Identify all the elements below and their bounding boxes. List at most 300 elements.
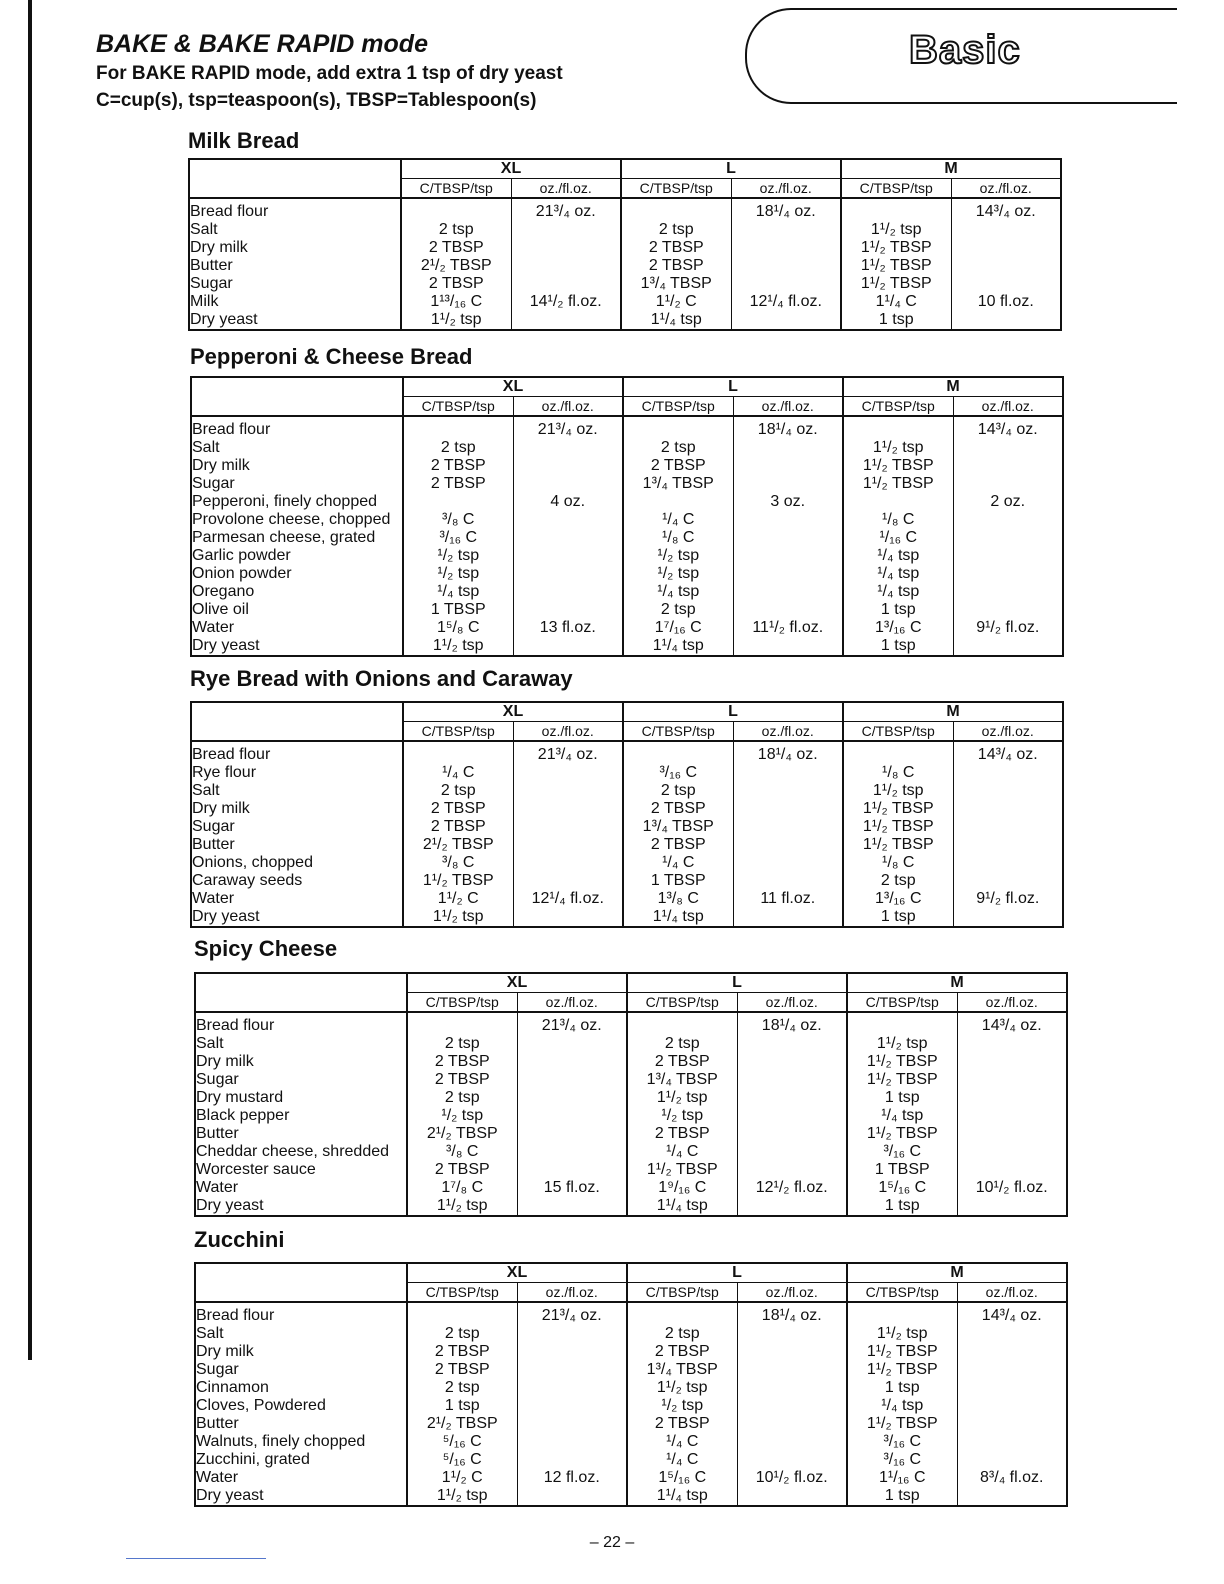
ingredient-row: [191, 619, 1063, 637]
weight-amount: [517, 1089, 627, 1107]
ingredient-name: Salt: [195, 1325, 407, 1343]
weight-amount: [737, 1487, 847, 1506]
volume-amount: 2 TBSP: [627, 1053, 737, 1071]
ingredient-name: Dry yeast: [195, 1197, 407, 1216]
volume-amount: 2 TBSP: [401, 275, 511, 293]
weight-amount: [517, 1143, 627, 1161]
volume-amount: 1 tsp: [841, 311, 951, 330]
ingredient-row: [195, 1469, 1067, 1487]
volume-amount: ³/₁₆ C: [403, 529, 513, 547]
weight-amount: [513, 800, 623, 818]
ingredient-row: [189, 275, 1061, 293]
weight-amount: [513, 457, 623, 475]
volume-amount: 2 TBSP: [403, 475, 513, 493]
size-header-m: M: [841, 159, 1061, 179]
unit-header-volume: C/TBSP/tsp: [623, 722, 733, 742]
weight-amount: [511, 239, 621, 257]
ingredient-name: Dry milk: [189, 239, 401, 257]
units-note: C=cup(s), tsp=teaspoon(s), TBSP=Tablespoon(s): [96, 90, 537, 111]
weight-amount: 12¹/₄ fl.oz.: [513, 890, 623, 908]
volume-amount: [403, 493, 513, 511]
weight-amount: [957, 1053, 1067, 1071]
volume-amount: ¹/₂ tsp: [403, 547, 513, 565]
weight-amount: [731, 275, 841, 293]
volume-amount: ¹/₂ tsp: [403, 565, 513, 583]
ingredient-row: [191, 908, 1063, 927]
ingredient-name: Butter: [189, 257, 401, 275]
ingredient-name: Dry milk: [195, 1053, 407, 1071]
weight-amount: 13 fl.oz.: [513, 619, 623, 637]
weight-amount: 21³/₄ oz.: [511, 198, 621, 221]
volume-amount: [623, 416, 733, 439]
header-corner-low: [191, 397, 403, 417]
unit-header-weight: oz./fl.oz.: [737, 1283, 847, 1303]
volume-amount: 1 TBSP: [403, 601, 513, 619]
size-header-row: [191, 702, 1063, 722]
ingredient-row: [191, 890, 1063, 908]
ingredient-row: [191, 439, 1063, 457]
weight-amount: [513, 601, 623, 619]
weight-amount: [737, 1089, 847, 1107]
weight-amount: [513, 872, 623, 890]
volume-amount: [621, 198, 731, 221]
weight-amount: [511, 311, 621, 330]
size-header-m: M: [847, 1263, 1067, 1283]
size-header-m: M: [847, 973, 1067, 993]
ingredient-name: Dry milk: [195, 1343, 407, 1361]
size-header-row: [195, 1263, 1067, 1283]
unit-header-row: [191, 722, 1063, 742]
ingredient-row: [195, 1397, 1067, 1415]
volume-amount: 2 TBSP: [623, 800, 733, 818]
ingredient-row: [195, 1451, 1067, 1469]
weight-amount: [951, 257, 1061, 275]
volume-amount: ¹/₄ C: [627, 1143, 737, 1161]
volume-amount: 1 tsp: [843, 637, 953, 656]
unit-header-weight: oz./fl.oz.: [513, 397, 623, 417]
weight-amount: [513, 439, 623, 457]
volume-amount: ¹/₄ tsp: [847, 1397, 957, 1415]
volume-amount: 2 tsp: [623, 782, 733, 800]
volume-amount: 2 TBSP: [627, 1415, 737, 1433]
ingredient-name: Olive oil: [191, 601, 403, 619]
footer-link-line: [126, 1558, 266, 1559]
unit-header-weight: oz./fl.oz.: [733, 722, 843, 742]
volume-amount: 1¹/₂ tsp: [627, 1379, 737, 1397]
volume-amount: 1¹/₂ tsp: [841, 221, 951, 239]
ingredient-row: [195, 1089, 1067, 1107]
volume-amount: 1¹/₂ TBSP: [843, 457, 953, 475]
ingredient-name: Salt: [195, 1035, 407, 1053]
weight-amount: 18¹/₄ oz.: [737, 1012, 847, 1035]
weight-amount: [517, 1451, 627, 1469]
weight-amount: [953, 818, 1063, 836]
weight-amount: 9¹/₂ fl.oz.: [953, 619, 1063, 637]
weight-amount: 9¹/₂ fl.oz.: [953, 890, 1063, 908]
weight-amount: [953, 439, 1063, 457]
weight-amount: [737, 1361, 847, 1379]
weight-amount: [731, 311, 841, 330]
weight-amount: [517, 1397, 627, 1415]
weight-amount: [951, 311, 1061, 330]
weight-amount: [517, 1107, 627, 1125]
volume-amount: 1¹/₄ C: [841, 293, 951, 311]
mode-title: BAKE & BAKE RAPID mode: [96, 30, 428, 58]
volume-amount: 1¹/₂ TBSP: [627, 1161, 737, 1179]
volume-amount: 1 tsp: [847, 1089, 957, 1107]
ingredient-row: [195, 1179, 1067, 1197]
volume-amount: 1³/₄ TBSP: [627, 1361, 737, 1379]
volume-amount: 1 TBSP: [623, 872, 733, 890]
size-header-xl: XL: [407, 973, 627, 993]
volume-amount: 2 tsp: [627, 1325, 737, 1343]
weight-amount: [737, 1325, 847, 1343]
ingredient-row: [195, 1361, 1067, 1379]
ingredient-row: [195, 1487, 1067, 1506]
volume-amount: 2 TBSP: [621, 239, 731, 257]
weight-amount: [737, 1197, 847, 1216]
ingredient-row: [195, 1012, 1067, 1035]
volume-amount: ¹/₄ C: [403, 764, 513, 782]
weight-amount: [951, 239, 1061, 257]
weight-amount: [733, 637, 843, 656]
volume-amount: 2 tsp: [627, 1035, 737, 1053]
volume-amount: 1¹/₂ TBSP: [847, 1125, 957, 1143]
weight-amount: [957, 1089, 1067, 1107]
volume-amount: ³/₁₆ C: [623, 764, 733, 782]
weight-amount: [957, 1143, 1067, 1161]
volume-amount: 1³/₁₆ C: [843, 619, 953, 637]
ingredient-row: [189, 239, 1061, 257]
size-header-xl: XL: [403, 702, 623, 722]
weight-amount: [737, 1053, 847, 1071]
ingredient-name: Water: [191, 619, 403, 637]
volume-amount: 2 TBSP: [407, 1161, 517, 1179]
weight-amount: [957, 1361, 1067, 1379]
header-corner: [191, 377, 403, 397]
volume-amount: 2 tsp: [623, 439, 733, 457]
ingredient-row: [189, 198, 1061, 221]
weight-amount: [957, 1397, 1067, 1415]
weight-amount: 12¹/₂ fl.oz.: [737, 1179, 847, 1197]
weight-amount: [733, 764, 843, 782]
volume-amount: 1⁵/₈ C: [403, 619, 513, 637]
volume-amount: 1¹/₄ tsp: [623, 637, 733, 656]
volume-amount: 1¹/₂ TBSP: [843, 800, 953, 818]
weight-amount: [517, 1197, 627, 1216]
ingredient-name: Salt: [191, 782, 403, 800]
weight-amount: [513, 854, 623, 872]
volume-amount: ¹/₂ tsp: [627, 1397, 737, 1415]
ingredient-name: Cinnamon: [195, 1379, 407, 1397]
weight-amount: 11 fl.oz.: [733, 890, 843, 908]
rapid-note: For BAKE RAPID mode, add extra 1 tsp of dry yeast: [96, 63, 563, 84]
weight-amount: [513, 782, 623, 800]
volume-amount: 1¹/₂ TBSP: [843, 836, 953, 854]
ingredient-row: [189, 293, 1061, 311]
ingredient-row: [191, 547, 1063, 565]
ingredient-name: Bread flour: [191, 741, 403, 764]
weight-amount: [733, 854, 843, 872]
volume-amount: 1¹/₂ TBSP: [841, 275, 951, 293]
volume-amount: 2 TBSP: [407, 1071, 517, 1089]
ingredient-row: [191, 601, 1063, 619]
weight-amount: [513, 818, 623, 836]
weight-amount: [513, 475, 623, 493]
weight-amount: [957, 1415, 1067, 1433]
recipe-table: [190, 701, 1064, 928]
weight-amount: [513, 547, 623, 565]
ingredient-name: Dry mustard: [195, 1089, 407, 1107]
ingredient-name: Bread flour: [195, 1012, 407, 1035]
weight-amount: [737, 1451, 847, 1469]
weight-amount: [511, 221, 621, 239]
ingredient-row: [191, 416, 1063, 439]
volume-amount: ³/₁₆ C: [847, 1143, 957, 1161]
weight-amount: [733, 475, 843, 493]
weight-amount: 18¹/₄ oz.: [733, 416, 843, 439]
weight-amount: 14³/₄ oz.: [953, 741, 1063, 764]
ingredient-name: Bread flour: [189, 198, 401, 221]
weight-amount: [733, 601, 843, 619]
size-header-l: L: [627, 1263, 847, 1283]
volume-amount: 2 tsp: [403, 782, 513, 800]
size-header-m: M: [843, 702, 1063, 722]
weight-amount: [513, 583, 623, 601]
weight-amount: [957, 1107, 1067, 1125]
weight-amount: [957, 1197, 1067, 1216]
weight-amount: [737, 1397, 847, 1415]
volume-amount: 1¹/₂ tsp: [847, 1325, 957, 1343]
volume-amount: 2 tsp: [403, 439, 513, 457]
weight-amount: [737, 1125, 847, 1143]
volume-amount: 1³/₄ TBSP: [621, 275, 731, 293]
volume-amount: 1¹/₂ tsp: [403, 637, 513, 656]
weight-amount: [731, 239, 841, 257]
ingredient-row: [195, 1143, 1067, 1161]
weight-amount: [737, 1161, 847, 1179]
weight-amount: [733, 439, 843, 457]
ingredient-name: Milk: [189, 293, 401, 311]
weight-amount: [737, 1071, 847, 1089]
ingredient-name: Cheddar cheese, shredded: [195, 1143, 407, 1161]
ingredient-row: [191, 741, 1063, 764]
left-margin-bar: [28, 0, 32, 1360]
section-tab: [745, 8, 1177, 104]
weight-amount: 14³/₄ oz.: [957, 1012, 1067, 1035]
header-corner-low: [195, 1283, 407, 1303]
ingredient-name: Pepperoni, finely chopped: [191, 493, 403, 511]
volume-amount: 1¹/₂ TBSP: [847, 1361, 957, 1379]
volume-amount: [407, 1302, 517, 1325]
ingredient-row: [191, 565, 1063, 583]
unit-header-volume: C/TBSP/tsp: [847, 1283, 957, 1303]
weight-amount: [733, 836, 843, 854]
weight-amount: [733, 872, 843, 890]
volume-amount: 1¹/₂ TBSP: [847, 1343, 957, 1361]
volume-amount: ¹/₄ tsp: [843, 547, 953, 565]
unit-header-volume: C/TBSP/tsp: [403, 722, 513, 742]
ingredient-row: [195, 1197, 1067, 1216]
ingredient-name: Oregano: [191, 583, 403, 601]
ingredient-row: [191, 818, 1063, 836]
tab-underline: [808, 102, 1164, 103]
volume-amount: [403, 741, 513, 764]
weight-amount: [513, 565, 623, 583]
header-corner-low: [191, 722, 403, 742]
weight-amount: [517, 1053, 627, 1071]
unit-header-weight: oz./fl.oz.: [737, 993, 847, 1013]
unit-header-volume: C/TBSP/tsp: [401, 179, 511, 199]
recipe-table: [190, 376, 1064, 657]
unit-header-volume: C/TBSP/tsp: [407, 1283, 517, 1303]
ingredient-row: [189, 221, 1061, 239]
volume-amount: 1¹/₂ tsp: [407, 1487, 517, 1506]
volume-amount: 1 tsp: [847, 1197, 957, 1216]
weight-amount: [517, 1161, 627, 1179]
ingredient-row: [195, 1433, 1067, 1451]
size-header-xl: XL: [401, 159, 621, 179]
weight-amount: [957, 1451, 1067, 1469]
weight-amount: [511, 257, 621, 275]
weight-amount: [517, 1433, 627, 1451]
volume-amount: 1 tsp: [407, 1397, 517, 1415]
unit-header-weight: oz./fl.oz.: [517, 993, 627, 1013]
volume-amount: [623, 493, 733, 511]
ingredient-name: Cloves, Powdered: [195, 1397, 407, 1415]
weight-amount: [953, 782, 1063, 800]
volume-amount: [401, 198, 511, 221]
volume-amount: 1⁷/₁₆ C: [623, 619, 733, 637]
volume-amount: 1⁷/₈ C: [407, 1179, 517, 1197]
ingredient-name: Sugar: [191, 818, 403, 836]
volume-amount: 2 tsp: [843, 872, 953, 890]
volume-amount: 2 TBSP: [623, 836, 733, 854]
volume-amount: ¹/₄ C: [623, 511, 733, 529]
weight-amount: 12 fl.oz.: [517, 1469, 627, 1487]
volume-amount: [847, 1302, 957, 1325]
size-header-row: [189, 159, 1061, 179]
header-corner: [189, 159, 401, 179]
unit-header-weight: oz./fl.oz.: [957, 1283, 1067, 1303]
volume-amount: 2 TBSP: [403, 457, 513, 475]
volume-amount: 1¹/₂ C: [407, 1469, 517, 1487]
weight-amount: [513, 764, 623, 782]
recipe-table: [194, 1262, 1068, 1507]
weight-amount: 21³/₄ oz.: [517, 1012, 627, 1035]
volume-amount: 2¹/₂ TBSP: [407, 1415, 517, 1433]
volume-amount: 1¹/₂ tsp: [627, 1089, 737, 1107]
weight-amount: [953, 511, 1063, 529]
weight-amount: [517, 1415, 627, 1433]
weight-amount: [953, 457, 1063, 475]
recipe-title: Zucchini: [194, 1227, 285, 1252]
volume-amount: 1¹/₄ tsp: [623, 908, 733, 927]
size-header-l: L: [627, 973, 847, 993]
volume-amount: 2 tsp: [407, 1379, 517, 1397]
volume-amount: ¹/₂ tsp: [407, 1107, 517, 1125]
volume-amount: 1³/₄ TBSP: [623, 818, 733, 836]
header-corner: [195, 973, 407, 993]
ingredient-row: [191, 457, 1063, 475]
weight-amount: [953, 854, 1063, 872]
volume-amount: 1 tsp: [843, 908, 953, 927]
weight-amount: 21³/₄ oz.: [513, 741, 623, 764]
weight-amount: [733, 511, 843, 529]
weight-amount: 14³/₄ oz.: [957, 1302, 1067, 1325]
volume-amount: ¹/₈ C: [843, 854, 953, 872]
volume-amount: ⁵/₁₆ C: [407, 1433, 517, 1451]
weight-amount: [953, 547, 1063, 565]
volume-amount: 1¹/₂ tsp: [407, 1197, 517, 1216]
header-corner-low: [189, 179, 401, 199]
volume-amount: 2 TBSP: [627, 1125, 737, 1143]
volume-amount: 1⁹/₁₆ C: [627, 1179, 737, 1197]
volume-amount: ¹/₄ tsp: [843, 565, 953, 583]
weight-amount: [517, 1071, 627, 1089]
volume-amount: ¹/₄ C: [627, 1433, 737, 1451]
ingredient-name: Dry yeast: [191, 908, 403, 927]
weight-amount: [733, 457, 843, 475]
volume-amount: [623, 741, 733, 764]
volume-amount: 1¹/₂ tsp: [847, 1035, 957, 1053]
recipe-title: Rye Bread with Onions and Caraway: [190, 666, 573, 691]
ingredient-row: [195, 1107, 1067, 1125]
weight-amount: [733, 529, 843, 547]
weight-amount: 14³/₄ oz.: [953, 416, 1063, 439]
ingredient-name: Rye flour: [191, 764, 403, 782]
ingredient-row: [191, 836, 1063, 854]
volume-amount: 1¹/₂ tsp: [843, 782, 953, 800]
volume-amount: [843, 416, 953, 439]
volume-amount: 1³/₄ TBSP: [627, 1071, 737, 1089]
weight-amount: [517, 1125, 627, 1143]
volume-amount: [843, 741, 953, 764]
weight-amount: 8³/₄ fl.oz.: [957, 1469, 1067, 1487]
unit-header-volume: C/TBSP/tsp: [407, 993, 517, 1013]
volume-amount: 1¹/₂ tsp: [403, 908, 513, 927]
weight-amount: [957, 1379, 1067, 1397]
unit-header-weight: oz./fl.oz.: [951, 179, 1061, 199]
weight-amount: [513, 836, 623, 854]
volume-amount: 1¹/₂ TBSP: [843, 475, 953, 493]
weight-amount: [517, 1487, 627, 1506]
volume-amount: 2 tsp: [401, 221, 511, 239]
volume-amount: 2 tsp: [407, 1035, 517, 1053]
weight-amount: [957, 1071, 1067, 1089]
ingredient-row: [189, 257, 1061, 275]
size-header-m: M: [843, 377, 1063, 397]
weight-amount: [517, 1361, 627, 1379]
weight-amount: 14³/₄ oz.: [951, 198, 1061, 221]
weight-amount: [953, 601, 1063, 619]
size-header-l: L: [621, 159, 841, 179]
weight-amount: 10 fl.oz.: [951, 293, 1061, 311]
volume-amount: 1¹/₄ tsp: [627, 1487, 737, 1506]
weight-amount: 12¹/₄ fl.oz.: [731, 293, 841, 311]
weight-amount: [953, 800, 1063, 818]
volume-amount: [627, 1302, 737, 1325]
volume-amount: ¹/₄ tsp: [623, 583, 733, 601]
volume-amount: 1¹/₂ C: [403, 890, 513, 908]
ingredient-row: [191, 637, 1063, 656]
unit-header-weight: oz./fl.oz.: [953, 722, 1063, 742]
ingredient-name: Butter: [191, 836, 403, 854]
size-header-row: [195, 973, 1067, 993]
volume-amount: 1⁵/₁₆ C: [847, 1179, 957, 1197]
weight-amount: 10¹/₂ fl.oz.: [737, 1469, 847, 1487]
ingredient-name: Sugar: [191, 475, 403, 493]
